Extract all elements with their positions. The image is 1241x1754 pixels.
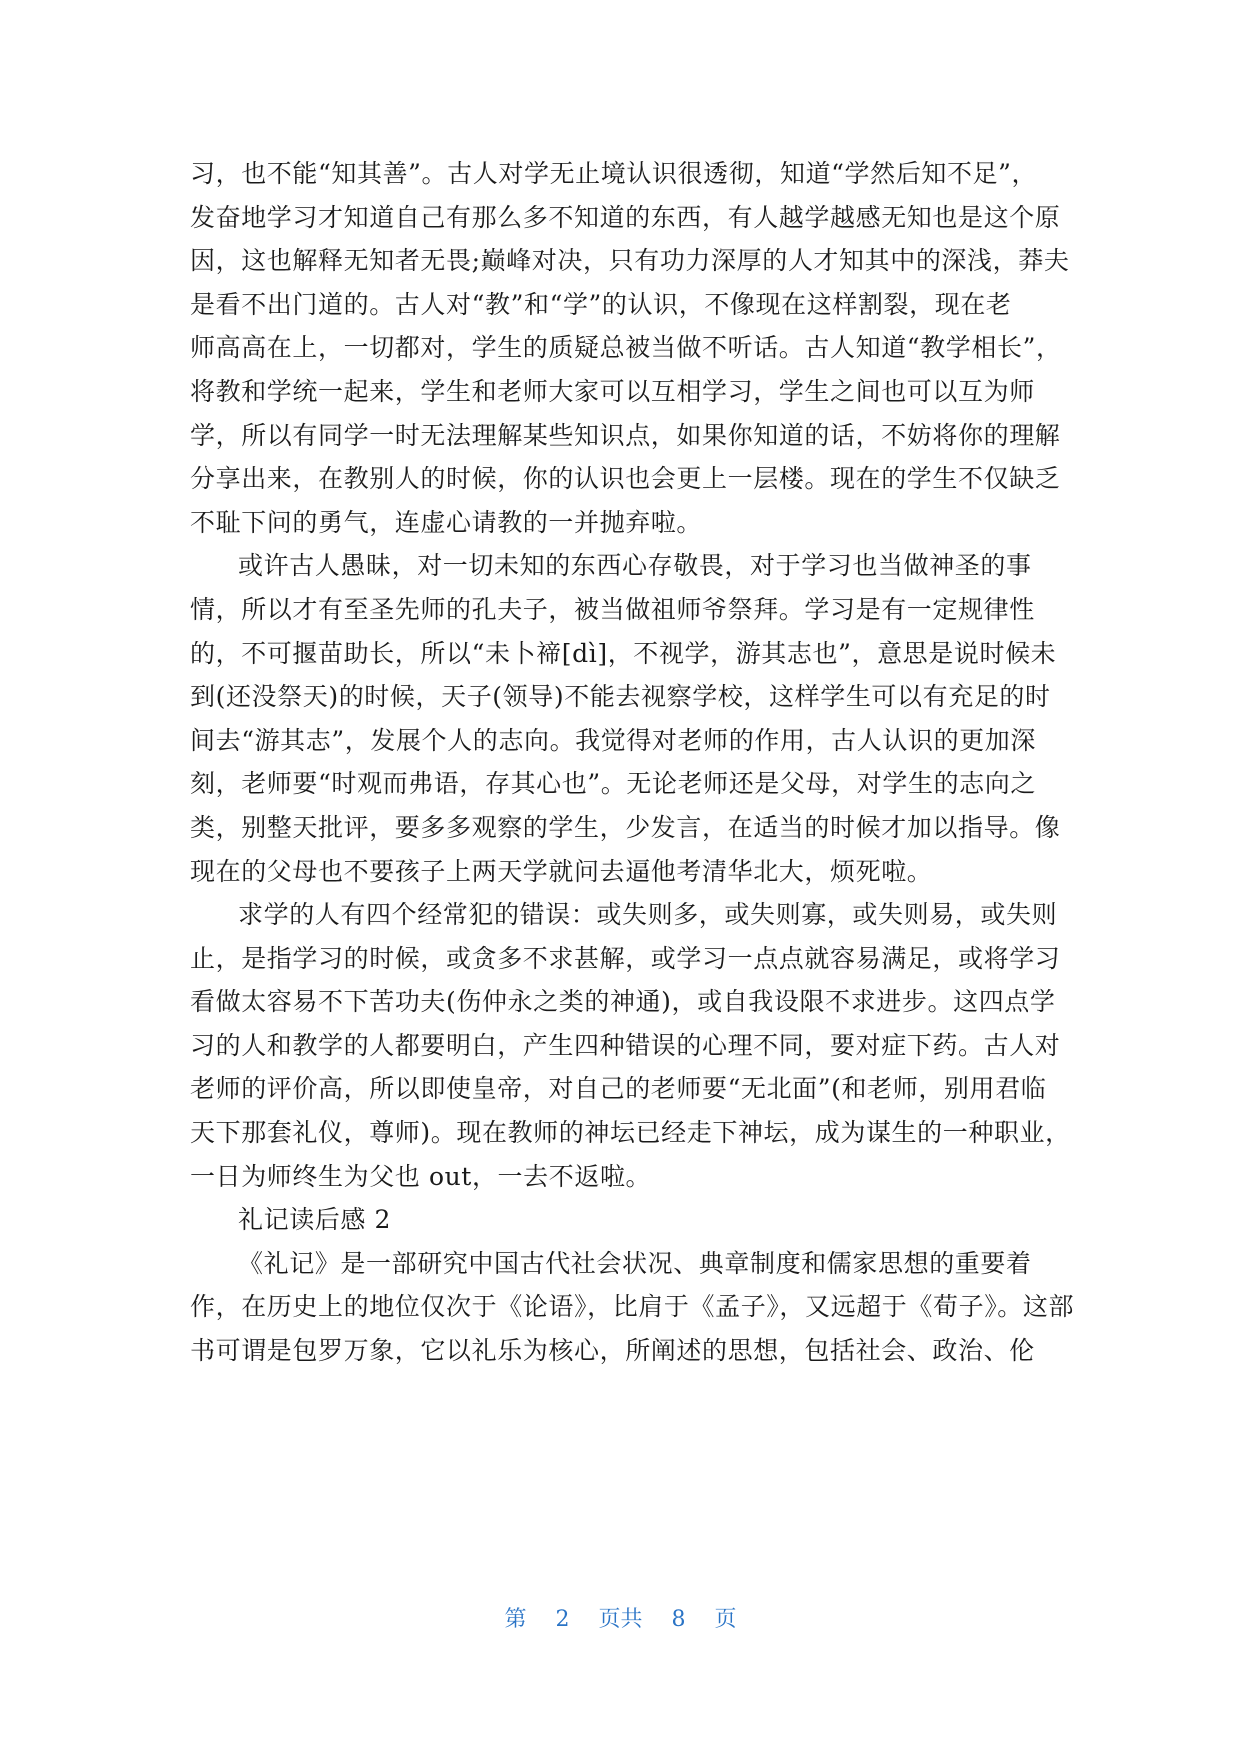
text-line: 作，在历史上的地位仅次于《论语》，比肩于《孟子》，又远超于《荀子》。这部 (190, 1292, 1075, 1322)
text-line: 将教和学统一起来，学生和老师大家可以互相学习，学生之间也可以互为师 (190, 376, 1035, 406)
text-line: 看做太容易不下苦功夫(伤仲永之类的神通)，或自我设限不求进步。这四点学 (190, 987, 1056, 1017)
text-line: 现在的父母也不要孩子上两天学就问去逼他考清华北大，烦死啦。 (190, 856, 933, 886)
text-line: 天下那套礼仪，尊师)。现在教师的神坛已经走下神坛，成为谋生的一种职业， (190, 1118, 1071, 1148)
text-line: 间去“游其志”，发展个人的志向。我觉得对老师的作用，古人认识的更加深 (190, 725, 1036, 755)
text-line: 礼记读后感 2 (238, 1205, 392, 1235)
text-line: 一日为师终生为父也 out，一去不返啦。 (190, 1161, 652, 1191)
document-body (190, 152, 1075, 1373)
text-line: 类，别整天批评，要多多观察的学生，少发言，在适当的时候才加以指导。像 (190, 812, 1061, 842)
text-line: 老师的评价高，所以即使皇帝，对自己的老师要“无北面”(和老师，别用君临 (190, 1074, 1047, 1104)
text-line: 《礼记》是一部研究中国古代社会状况、典章制度和儒家思想的重要着 (238, 1248, 1032, 1278)
page-number-footer: 第 2 页共 8 页 (504, 1607, 737, 1632)
text-line: 习，也不能“知其善”。古人对学无止境认识很透彻，知道“学然后知不足”， (190, 159, 1038, 188)
text-line: 发奋地学习才知道自己有那么多不知道的东西，有人越学越感无知也是这个原 (190, 202, 1061, 232)
text-line: 分享出来，在教别人的时候，你的认识也会更上一层楼。现在的学生不仅缺乏 (190, 464, 1061, 494)
text-line: 的，不可揠苗助长，所以“未卜禘[dì]，不视学，游其志也”，意思是说时候未 (190, 638, 1057, 668)
text-line: 刻，老师要“时观而弗语，存其心也”。无论老师还是父母，对学生的志向之 (190, 769, 1036, 799)
text-line: 求学的人有四个经常犯的错误：或失则多，或失则寡，或失则易，或失则 (238, 900, 1058, 930)
text-line: 因，这也解释无知者无畏;巅峰对决，只有功力深厚的人才知其中的深浅，莽夫 (190, 246, 1070, 276)
text-line: 不耻下问的勇气，连虚心请教的一并抛弃啦。 (190, 507, 703, 537)
text-line: 书可谓是包罗万象，它以礼乐为核心，所阐述的思想，包括社会、政治、伦 (190, 1336, 1035, 1366)
text-line: 是看不出门道的。古人对“教”和“学”的认识，不像现在这样割裂，现在老 (190, 289, 1012, 319)
text-line: 师高高在上，一切都对，学生的质疑总被当做不听话。古人知道“教学相长”， (190, 333, 1062, 363)
text-line: 学，所以有同学一时无法理解某些知识点，如果你知道的话，不妨将你的理解 (190, 420, 1061, 450)
text-line: 到(还没祭天)的时候，天子(领导)不能去视察学校，这样学生可以有充足的时 (190, 682, 1051, 712)
text-line: 止，是指学习的时候，或贪多不求甚解，或学习一点点就容易满足，或将学习 (190, 943, 1061, 973)
text-line: 情，所以才有至圣先师的孔夫子，被当做祖师爷祭拜。学习是有一定规律性 (190, 594, 1035, 624)
text-line: 习的人和教学的人都要明白，产生四种错误的心理不同，要对症下药。古人对 (190, 1030, 1061, 1060)
text-line: 或许古人愚昧，对一切未知的东西心存敬畏，对于学习也当做神圣的事 (238, 551, 1032, 581)
